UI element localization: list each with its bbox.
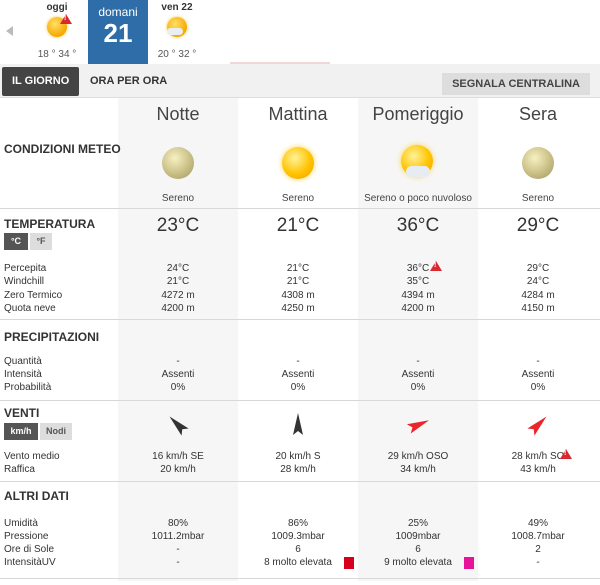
- celsius-toggle[interactable]: °C: [4, 233, 28, 250]
- vento-medio-value: 28 km/h SO: [511, 451, 565, 462]
- wind-direction-arrow-icon: [283, 410, 313, 440]
- raffica-value: 20 km/h: [160, 464, 196, 475]
- pressione-value: 1009.3mbar: [271, 531, 325, 542]
- period-header-morning: Mattina: [268, 104, 328, 124]
- section-divider: [0, 400, 600, 401]
- raffica-value: 34 km/h: [400, 464, 436, 475]
- vento-medio-value: 16 km/h SE: [152, 451, 204, 462]
- row-label-umidita: Umidità: [4, 518, 38, 529]
- condition-label: Sereno o poco nuvoloso: [364, 193, 472, 204]
- row-label-raffica: Raffica: [4, 464, 35, 475]
- uv-value: 9 molto elevata: [384, 557, 452, 568]
- section-title-temperature: TEMPERATURA: [4, 217, 96, 231]
- percepita-value: 36°C: [406, 263, 430, 274]
- uv-value: -: [176, 557, 180, 568]
- day-temps: 18 ° 34 °: [37, 49, 77, 60]
- windchill-value: 24°C: [526, 276, 550, 287]
- windchill-value: 21°C: [166, 276, 190, 287]
- day-number: 21: [103, 18, 133, 48]
- quantita-value: -: [416, 356, 420, 367]
- day-temps: 20 ° 32 °: [157, 49, 197, 60]
- umidita-value: 49%: [527, 518, 548, 529]
- period-header-evening: Sera: [518, 104, 558, 124]
- row-label-pressione: Pressione: [4, 531, 49, 542]
- tab-ora-per-ora[interactable]: ORA PER ORA: [90, 75, 168, 87]
- quota-neve-value: 4200 m: [401, 303, 435, 314]
- probabilita-value: 0%: [530, 382, 546, 393]
- quantita-value: -: [176, 356, 180, 367]
- wind-direction-arrow-icon: [163, 410, 193, 440]
- wind-direction-arrow-icon: [523, 410, 553, 440]
- intensita-value: Assenti: [161, 369, 195, 380]
- sun-icon: [282, 147, 314, 179]
- row-label-probabilita: Probabilità: [4, 382, 52, 393]
- intensita-value: Assenti: [401, 369, 435, 380]
- moon-icon: [162, 147, 194, 179]
- condition-label: Sereno: [161, 193, 195, 204]
- row-label-percepita: Percepita: [4, 263, 47, 274]
- quantita-value: -: [536, 356, 540, 367]
- intensita-value: Assenti: [281, 369, 315, 380]
- day-name: oggi: [46, 2, 68, 13]
- row-label-zero-termico: Zero Termico: [4, 290, 63, 301]
- section-divider: [0, 208, 600, 209]
- row-label-quota-neve: Quota neve: [4, 303, 56, 314]
- day-selector: [0, 0, 600, 64]
- period-header-night: Notte: [156, 104, 200, 124]
- wind-direction-arrow-icon: [403, 410, 433, 440]
- condition-label: Sereno: [521, 193, 555, 204]
- view-tabs: [0, 64, 600, 98]
- uv-color-swatch: [464, 557, 474, 569]
- umidita-value: 25%: [407, 518, 428, 529]
- period-temperature: 36°C: [396, 215, 440, 236]
- row-label-quantita: Quantità: [4, 356, 42, 367]
- day-tab-tomorrow[interactable]: [88, 0, 148, 64]
- uv-value: 8 molto elevata: [264, 557, 332, 568]
- condition-label: Sereno: [281, 193, 315, 204]
- pressione-value: 1009mbar: [395, 531, 441, 542]
- zero-termico-value: 4284 m: [521, 290, 555, 301]
- probabilita-value: 0%: [290, 382, 306, 393]
- fahrenheit-toggle[interactable]: °F: [30, 233, 52, 250]
- quota-neve-value: 4250 m: [281, 303, 315, 314]
- warning-icon: [60, 14, 72, 24]
- windchill-value: 35°C: [406, 276, 430, 287]
- moon-icon: [522, 147, 554, 179]
- zero-termico-value: 4394 m: [401, 290, 435, 301]
- vento-medio-value: 29 km/h OSO: [387, 451, 449, 462]
- warning-icon: [430, 261, 442, 271]
- section-title-precipitation: PRECIPITAZIONI: [4, 330, 100, 344]
- row-label-windchill: Windchill: [4, 276, 45, 287]
- section-title-conditions: CONDIZIONI METEO: [4, 142, 121, 156]
- kmh-toggle[interactable]: km/h: [4, 423, 38, 440]
- uv-color-swatch: [344, 557, 354, 569]
- percepita-value: 29°C: [526, 263, 550, 274]
- previous-day-arrow-icon[interactable]: [6, 26, 13, 36]
- umidita-value: 86%: [287, 518, 308, 529]
- section-divider: [0, 481, 600, 482]
- quota-neve-value: 4150 m: [521, 303, 555, 314]
- row-label-uv: IntensitàUV: [4, 557, 56, 568]
- row-label-intensita: Intensità: [4, 369, 42, 380]
- zero-termico-value: 4272 m: [161, 290, 195, 301]
- ore-sole-value: 2: [535, 544, 541, 555]
- ore-sole-value: 6: [295, 544, 301, 555]
- period-header-afternoon: Pomeriggio: [372, 104, 464, 124]
- day-tab-friday[interactable]: [152, 0, 202, 64]
- report-station-button[interactable]: SEGNALA CENTRALINA: [442, 73, 590, 95]
- pressione-value: 1008.7mbar: [511, 531, 565, 542]
- windchill-value: 21°C: [286, 276, 310, 287]
- umidita-value: 80%: [167, 518, 188, 529]
- quantita-value: -: [296, 356, 300, 367]
- section-divider: [0, 319, 600, 320]
- raffica-value: 43 km/h: [520, 464, 556, 475]
- tab-il-giorno[interactable]: IL GIORNO: [2, 67, 79, 96]
- period-temperature: 23°C: [156, 215, 200, 236]
- probabilita-value: 0%: [410, 382, 426, 393]
- ore-sole-value: 6: [415, 544, 421, 555]
- warning-icon: [560, 449, 572, 459]
- section-title-other-data: ALTRI DATI: [4, 489, 69, 503]
- day-name: domani: [98, 5, 138, 19]
- knots-toggle[interactable]: Nodi: [40, 423, 72, 440]
- period-temperature: 21°C: [276, 215, 320, 236]
- uv-value: -: [536, 557, 540, 568]
- period-temperature: 29°C: [516, 215, 560, 236]
- quota-neve-value: 4200 m: [161, 303, 195, 314]
- section-title-wind: VENTI: [4, 406, 40, 420]
- pressione-value: 1011.2mbar: [151, 531, 205, 542]
- day-tab-today[interactable]: [32, 0, 82, 64]
- zero-termico-value: 4308 m: [281, 290, 315, 301]
- vento-medio-value: 20 km/h S: [275, 451, 321, 462]
- day-name: ven 22: [161, 2, 193, 13]
- percepita-value: 21°C: [286, 263, 310, 274]
- probabilita-value: 0%: [170, 382, 186, 393]
- ore-sole-value: -: [176, 544, 180, 555]
- intensita-value: Assenti: [521, 369, 555, 380]
- section-divider: [0, 578, 600, 579]
- cloud-icon: [167, 28, 183, 35]
- row-label-ore-sole: Ore di Sole: [4, 544, 55, 555]
- cloud-icon: [406, 166, 430, 177]
- percepita-value: 24°C: [166, 263, 190, 274]
- raffica-value: 28 km/h: [280, 464, 316, 475]
- row-label-vento-medio: Vento medio: [4, 451, 60, 462]
